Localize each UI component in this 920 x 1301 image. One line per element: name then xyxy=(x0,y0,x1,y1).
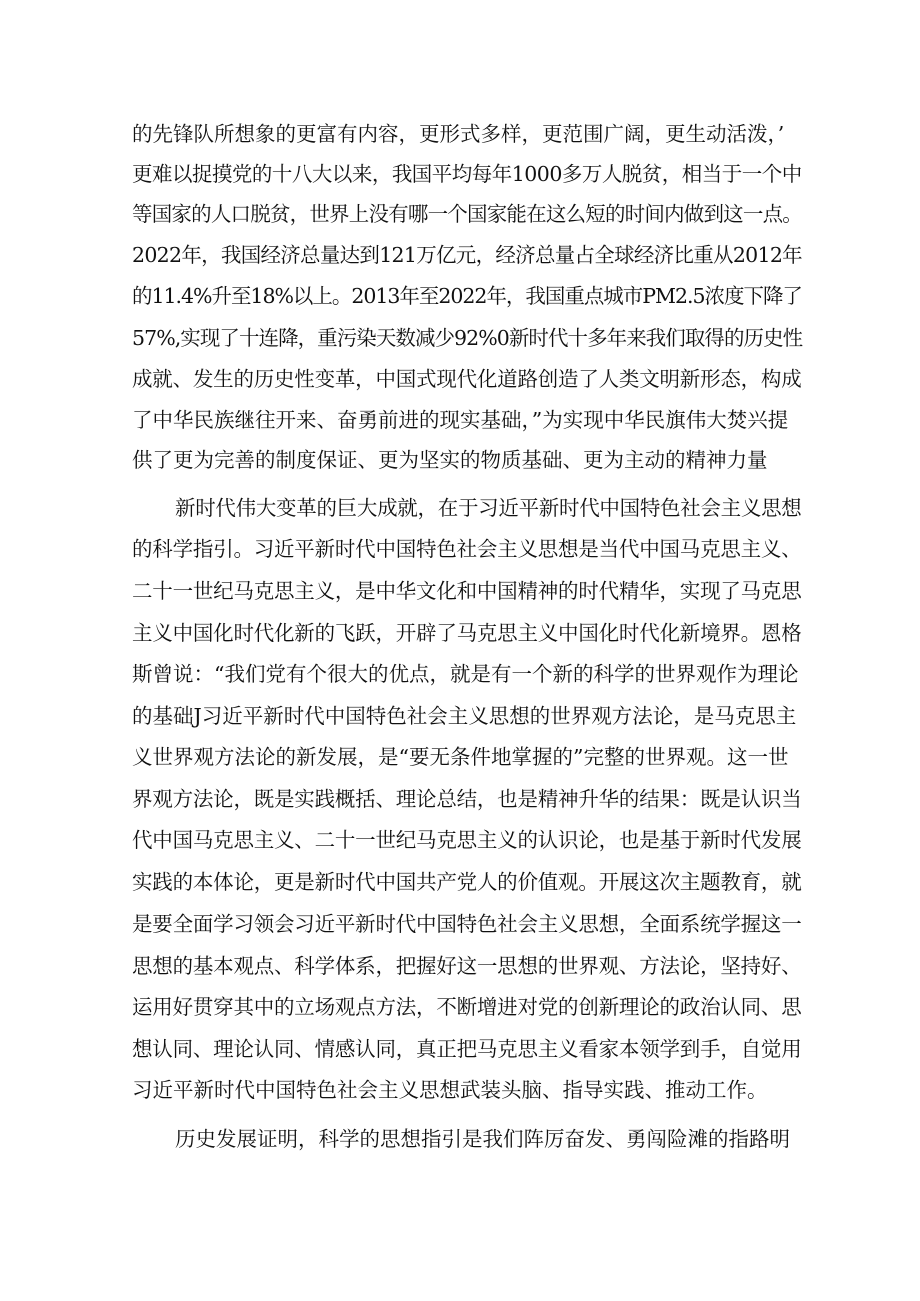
text-line: 习近平新时代中国特色社会主义思想武装头脑、指导实践、推动工作。 xyxy=(132,1078,768,1102)
text-line: 主义中国化时代化新的飞跃，开辟了马克思主义中国化时代化新境界。恩格 xyxy=(132,621,802,645)
text-line: 实践的本体论，更是新时代中国共产党人的价值观。开展这次主题教育，就 xyxy=(132,870,802,894)
text-line: 了中华民族继往开来、奋勇前进的现实基础，”为实现中华民旗伟大焚兴提 xyxy=(132,408,789,432)
text-line: 的先锋队所想象的更富有内容，更形式多样，更范围广阔，更生动活泼，’ xyxy=(132,122,785,146)
text-line: 的11.4%升至18%以上。2013年至2022年，我国重点城市PM2.5浓度下降了 xyxy=(132,284,802,308)
text-line: 的科学指引。习近平新时代中国特色社会主义思想是当代中国马克思主义、 xyxy=(132,537,802,561)
text-line: 运用好贯穿其中的立场观点方法，不断增进对党的创新理论的政治认同、思 xyxy=(132,995,802,1019)
text-line: 的基础J习近平新时代中国特色社会主义思想的世界观方法论，是马克思主 xyxy=(132,704,797,728)
text-line: 57%,实现了十连降，重污染天数减少92%0新时代十多年来我们取得的历史性 xyxy=(132,326,803,350)
text-line: 成就、发生的历史性变革，中国式现代化道路创造了人类文明新形态，构成 xyxy=(132,367,802,391)
text-line: 供了更为完善的制度保证、更为坚实的物质基础、更为主动的精神力量 xyxy=(132,448,768,472)
text-line: 2022年，我国经济总量达到121万亿元，经济总量占全球经济比重从2012年 xyxy=(132,243,802,267)
text-line: 代中国马克思主义、二十一世纪马克思主义的认识论，也是基于新时代发展 xyxy=(132,828,802,852)
text-line: 二十一世纪马克思主义，是中华文化和中国精神的时代精华，实现了马克思 xyxy=(132,579,802,603)
text-line: 界观方法论，既是实践概括、理论总结，也是精神升华的结果：既是认识当 xyxy=(132,787,802,811)
text-line: 更难以捉摸党的十八大以来，我国平均每年1000多万人脱贫，相当于一个中 xyxy=(132,162,802,186)
paragraph-first-line: 历史发展证明，科学的思想指引是我们阵厉奋发、勇闯险滩的指路明 xyxy=(175,1127,790,1151)
text-line: 是要全面学习领会习近平新时代中国特色社会主义思想，全面系统学握这一 xyxy=(132,912,802,936)
text-line: 义世界观方法论的新发展，是“要无条件地掌握的”完整的世界观。这一世 xyxy=(132,745,789,769)
text-line: 等国家的人口脱贫，世界上没有哪一个国家能在这么短的时间内做到这一点。 xyxy=(132,202,803,226)
text-line: 想认同、理论认同、情感认同，真正把马克思主义看家本领学到手，自觉用 xyxy=(132,1037,802,1061)
text-line: 斯曾说：“我们党有个很大的优点，就是有一个新的科学的世界观作为理论 xyxy=(132,662,799,686)
text-line: 思想的基本观点、科学体系，把握好这一思想的世界观、方法论，坚持好、 xyxy=(132,954,802,978)
paragraph-first-line: 新时代伟大变革的巨大成就，在于习近平新时代中国特色社会主义思想 xyxy=(175,496,802,520)
